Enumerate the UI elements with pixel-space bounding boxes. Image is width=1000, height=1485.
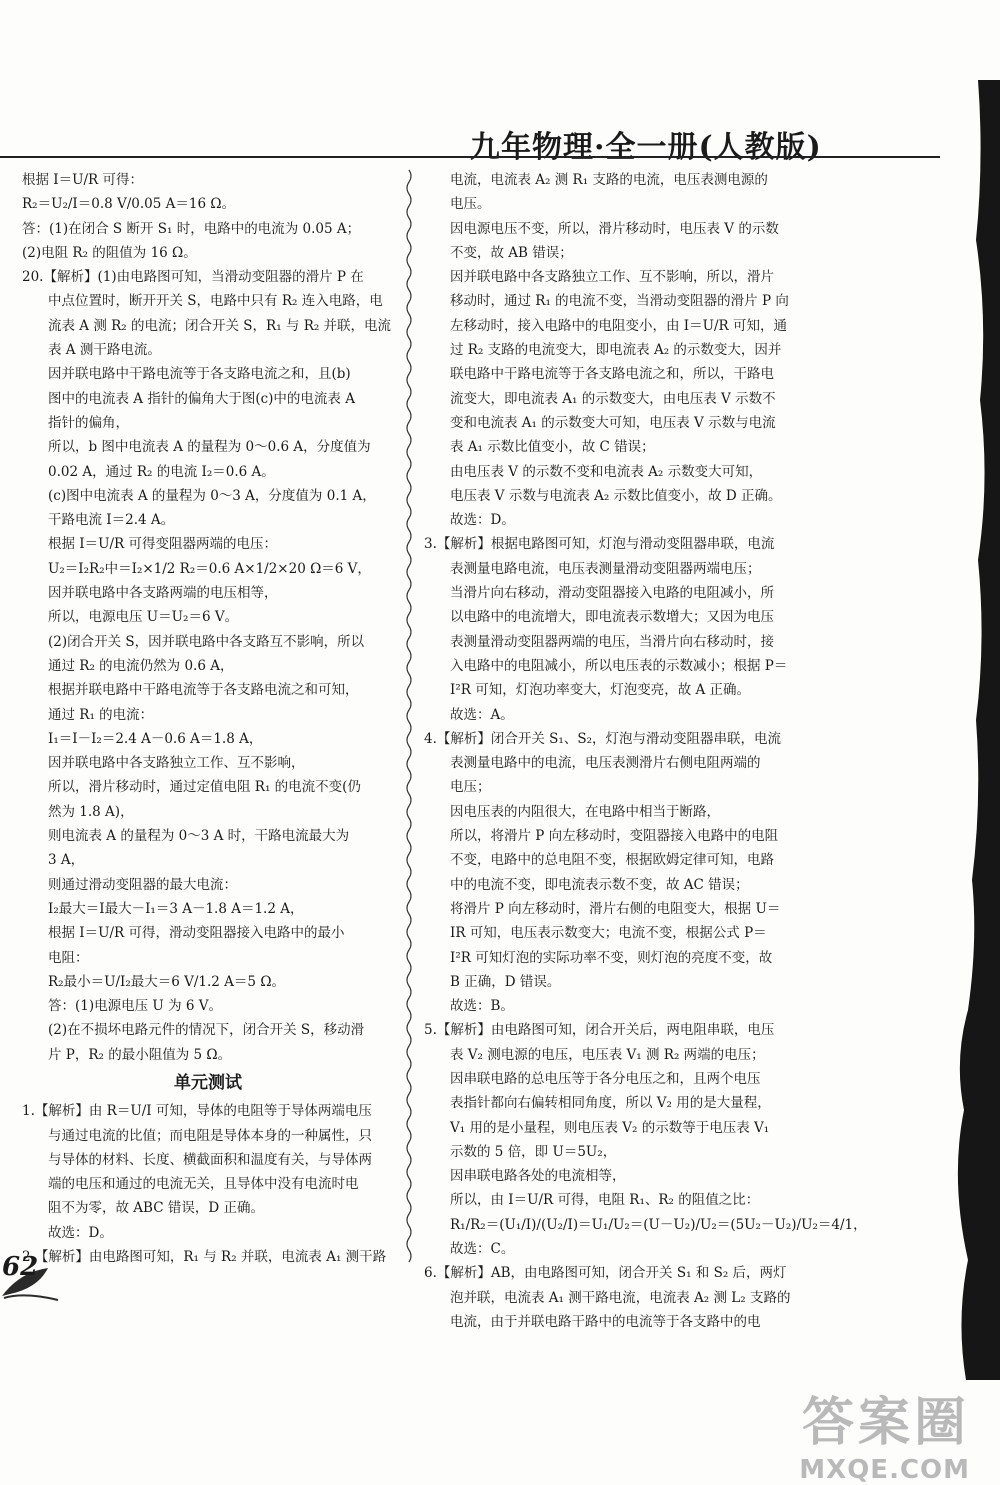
text-line: 电流，电流表 A₂ 测 R₁ 支路的电流，电压表测电源的 <box>450 172 768 188</box>
text-line: 电压。 <box>450 196 491 213</box>
text-line: 表 A₁ 示数比值变小，故 C 错误； <box>450 439 655 456</box>
text-line: V₁ 用的是小量程，则电压表 V₂ 的示数等于电压表 V₁ <box>450 1119 770 1136</box>
text-line: R₂＝U₂/I＝0.8 V/0.05 A＝16 Ω。 <box>22 196 236 213</box>
text-line: 故选：D。 <box>450 512 515 529</box>
text-line: 0.02 A，通过 R₂ 的电流 I₂＝0.6 A。 <box>48 463 275 480</box>
text-line: 当滑片向右移动，滑动变阻器接入电路的电阻减小，所 <box>450 585 774 602</box>
text-line: 表 A 测干路电流。 <box>48 342 161 359</box>
text-line: 由电压表 V 的示数不变和电流表 A₂ 示数变大可知， <box>450 463 763 480</box>
text-line: 答：(1)在闭合 S 断开 S₁ 时，电路中的电流为 0.05 A； <box>22 220 361 237</box>
text-line: 因并联电路中各支路独立工作、互不影响，所以，滑片 <box>450 269 774 286</box>
text-line: 电阻： <box>48 949 89 966</box>
text-line: I₂最大＝I最大－I₁＝3 A－1.8 A＝1.2 A， <box>48 900 304 917</box>
text-line: 通过 R₂ 的电流仍然为 0.6 A， <box>48 657 234 674</box>
text-line: 不变，电路中的总电阻不变，根据欧姆定律可知，电路 <box>450 852 774 869</box>
text-line: 故选：D。 <box>48 1224 113 1241</box>
left-column <box>22 168 394 1269</box>
torn-page-edge <box>938 80 1000 1380</box>
page-header-title: 九年物理·全一册(人教版) <box>470 130 822 165</box>
text-line: 泡并联，电流表 A₁ 测干路电流，电流表 A₂ 测 L₂ 支路的 <box>450 1289 791 1306</box>
page-number: 62 <box>2 1252 39 1282</box>
text-line: R₂最小＝U/I₂最大＝6 V/1.2 A＝5 Ω。 <box>48 973 286 990</box>
text-line: 表测量滑动变阻器两端的电压，当滑片向右移动时，接 <box>450 633 774 650</box>
text-line: 移动时，通过 R₁ 的电流不变，当滑动变阻器的滑片 P 向 <box>450 293 789 310</box>
text-line: 表测量电路电流，电压表测量滑动变阻器两端电压； <box>450 560 761 577</box>
question-start-line: 20.【解析】(1)由电路图可知，当滑动变阻器的滑片 P 在 <box>22 269 364 286</box>
right-column <box>424 168 867 1334</box>
text-line: 根据 I＝U/R 可得： <box>22 172 144 188</box>
section-heading: 单元测试 <box>174 1072 242 1093</box>
text-line: 根据 I＝U/R 可得变阻器两端的电压： <box>48 536 278 553</box>
text-line: 流变大，即电流表 A₁ 的示数变大，由电压表 V 示数不 <box>450 390 776 407</box>
text-line: 所以，滑片移动时，通过定值电阻 R₁ 的电流不变(仍 <box>48 779 361 796</box>
text-line: 表 V₂ 测电源的电压，电压表 V₁ 测 R₂ 两端的电压； <box>450 1046 765 1063</box>
text-line: (2)闭合开关 S，因并联电路中各支路互不影响，所以 <box>48 633 365 650</box>
text-line: 因电压表的内阻很大，在电路中相当于断路， <box>450 803 720 820</box>
text-line: 流表 A 测 R₂ 的电流；闭合开关 S，R₁ 与 R₂ 并联，电流 <box>48 317 392 334</box>
text-line: 入电路中的电阻减小，所以电压表的示数减小；根据 P＝ <box>450 657 788 674</box>
text-line: (2)在不损坏电路元件的情况下，闭合开关 S，移动滑 <box>48 1022 365 1039</box>
text-line: 故选：A。 <box>450 706 514 723</box>
text-line: 因并联电路中各支路独立工作、互不影响， <box>48 755 305 772</box>
text-line: 与导体的材料、长度、横截面积和温度有关，与导体两 <box>48 1151 372 1168</box>
text-line: 干路电流 I＝2.4 A。 <box>48 512 175 529</box>
question-start-line: 5.【解析】由电路图可知，闭合开关后，两电阻串联，电压 <box>424 1022 775 1039</box>
text-line: 指针的偏角， <box>48 414 129 431</box>
text-line: 根据 I＝U/R 可得，滑动变阻器接入电路中的最小 <box>48 925 345 942</box>
text-line: I²R 可知灯泡的实际功率不变，则灯泡的亮度不变，故 <box>450 949 773 966</box>
text-line: 则电流表 A 的量程为 0～3 A 时，干路电流最大为 <box>48 828 350 845</box>
text-line: 答：(1)电源电压 U 为 6 V。 <box>48 998 223 1015</box>
question-start-line: 1.【解析】由 R＝U/I 可知，导体的电阻等于导体两端电压 <box>22 1103 372 1120</box>
text-line: 所以，由 I＝U/R 可得，电阻 R₁、R₂ 的阻值之比： <box>450 1192 760 1209</box>
text-line: 阻不为零，故 ABC 错误，D 正确。 <box>48 1200 264 1217</box>
watermark-url: MXQE.COM <box>799 1455 970 1485</box>
question-start-line: 6.【解析】AB，由电路图可知，闭合开关 S₁ 和 S₂ 后，两灯 <box>424 1265 787 1282</box>
text-line: 然为 1.8 A)， <box>48 803 134 820</box>
text-line: 3 A， <box>48 852 85 869</box>
text-line: 因串联电路各处的电流相等， <box>450 1168 626 1185</box>
text-line: 端的电压和通过的电流无关，且导体中没有电流时电 <box>48 1176 359 1193</box>
watermark-text: 答案圈 <box>801 1393 970 1453</box>
text-line: U₂＝I₂R₂中＝I₂×1/2 R₂＝0.6 A×1/2×20 Ω＝6 V， <box>48 560 371 577</box>
text-line: 电压表 V 示数与电流表 A₂ 示数比值变小，故 D 正确。 <box>450 487 782 504</box>
text-line: 联电路中干路电流等于各支路电流之和，所以，干路电 <box>450 366 774 383</box>
text-line: I₁＝I－I₂＝2.4 A－0.6 A＝1.8 A， <box>48 730 263 747</box>
text-line: 片 P，R₂ 的最小阻值为 5 Ω。 <box>48 1046 232 1063</box>
text-line: 所以，b 图中电流表 A 的量程为 0～0.6 A，分度值为 <box>48 439 371 456</box>
text-line: 因并联电路中各支路两端的电压相等， <box>48 585 278 602</box>
text-line: 左移动时，接入电路中的电阻变小，由 I＝U/R 可知，通 <box>450 317 788 334</box>
text-line: 故选：B。 <box>450 998 514 1015</box>
text-line: (c)图中电流表 A 的量程为 0～3 A，分度值为 0.1 A， <box>48 487 376 504</box>
header-rule <box>0 156 940 158</box>
text-line: 将滑片 P 向左移动时，滑片右侧的电阻变大，根据 U＝ <box>450 900 781 917</box>
question-start-line: 4.【解析】闭合开关 S₁、S₂，灯泡与滑动变阻器串联，电流 <box>424 730 781 747</box>
column-divider <box>402 170 416 1270</box>
text-line: 示数的 5 倍，即 U＝5U₂， <box>450 1143 617 1160</box>
text-line: 中点位置时，断开开关 S，电路中只有 R₂ 连入电路，电 <box>48 293 383 310</box>
text-line: 以电路中的电流增大，即电流表示数增大；又因为电压 <box>450 609 774 626</box>
text-line: 则通过滑动变阻器的最大电流： <box>48 876 237 893</box>
watermark-logo <box>799 1380 970 1485</box>
text-line: 变和电流表 A₁ 的示数变大可知，电压表 V 示数与电流 <box>450 414 776 431</box>
text-line: 通过 R₁ 的电流： <box>48 706 154 723</box>
text-line: 电流，由于并联电路干路中的电流等于各支路中的电 <box>450 1313 761 1330</box>
question-start-line: 2.【解析】由电路图可知，R₁ 与 R₂ 并联，电流表 A₁ 测干路 <box>22 1249 387 1266</box>
text-line: (2)电阻 R₂ 的阻值为 16 Ω。 <box>22 244 197 261</box>
text-line: IR 可知，电压表示数变大；电流不变，根据公式 P＝ <box>450 925 767 942</box>
text-line: 图中的电流表 A 指针的偏角大于图(c)中的电流表 A <box>48 390 355 407</box>
text-line: 电压； <box>450 779 491 796</box>
text-line: 过 R₂ 支路的电流变大，即电流表 A₂ 的示数变大，因并 <box>450 342 782 359</box>
text-line: 中的电流不变，即电流表示数不变，故 AC 错误； <box>450 876 749 893</box>
text-line: 故选：C。 <box>450 1241 515 1258</box>
question-start-line: 3.【解析】根据电路图可知，灯泡与滑动变阻器串联，电流 <box>424 536 775 553</box>
text-line: 根据并联电路中干路电流等于各支路电流之和可知， <box>48 682 359 699</box>
text-line: 因电源电压不变，所以，滑片移动时，电压表 V 的示数 <box>450 220 779 237</box>
text-line: R₁/R₂＝(U₁/I)/(U₂/I)＝U₁/U₂＝(U－U₂)/U₂＝(5U₂－U₂)/U₂＝4/1， <box>450 1216 867 1233</box>
text-line: B 正确，D 错误。 <box>450 973 561 990</box>
text-line: 因串联电路的总电压等于各分电压之和，且两个电压 <box>450 1070 761 1087</box>
text-line: 因并联电路中干路电流等于各支路电流之和，且(b) <box>48 366 351 383</box>
text-line: I²R 可知，灯泡功率变大，灯泡变亮，故 A 正确。 <box>450 682 751 699</box>
text-line: 不变，故 AB 错误； <box>450 244 573 261</box>
text-line: 所以，电源电压 U＝U₂＝6 V。 <box>48 609 239 626</box>
text-line: 表测量电路中的电流，电压表测滑片右侧电阻两端的 <box>450 755 761 772</box>
text-line: 表指针都向右偏转相同角度，所以 V₂ 用的是大量程， <box>450 1095 771 1112</box>
text-line: 所以，将滑片 P 向左移动时，变阻器接入电路中的电阻 <box>450 828 779 845</box>
text-line: 与通过电流的比值；而电阻是导体本身的一种属性，只 <box>48 1127 372 1144</box>
